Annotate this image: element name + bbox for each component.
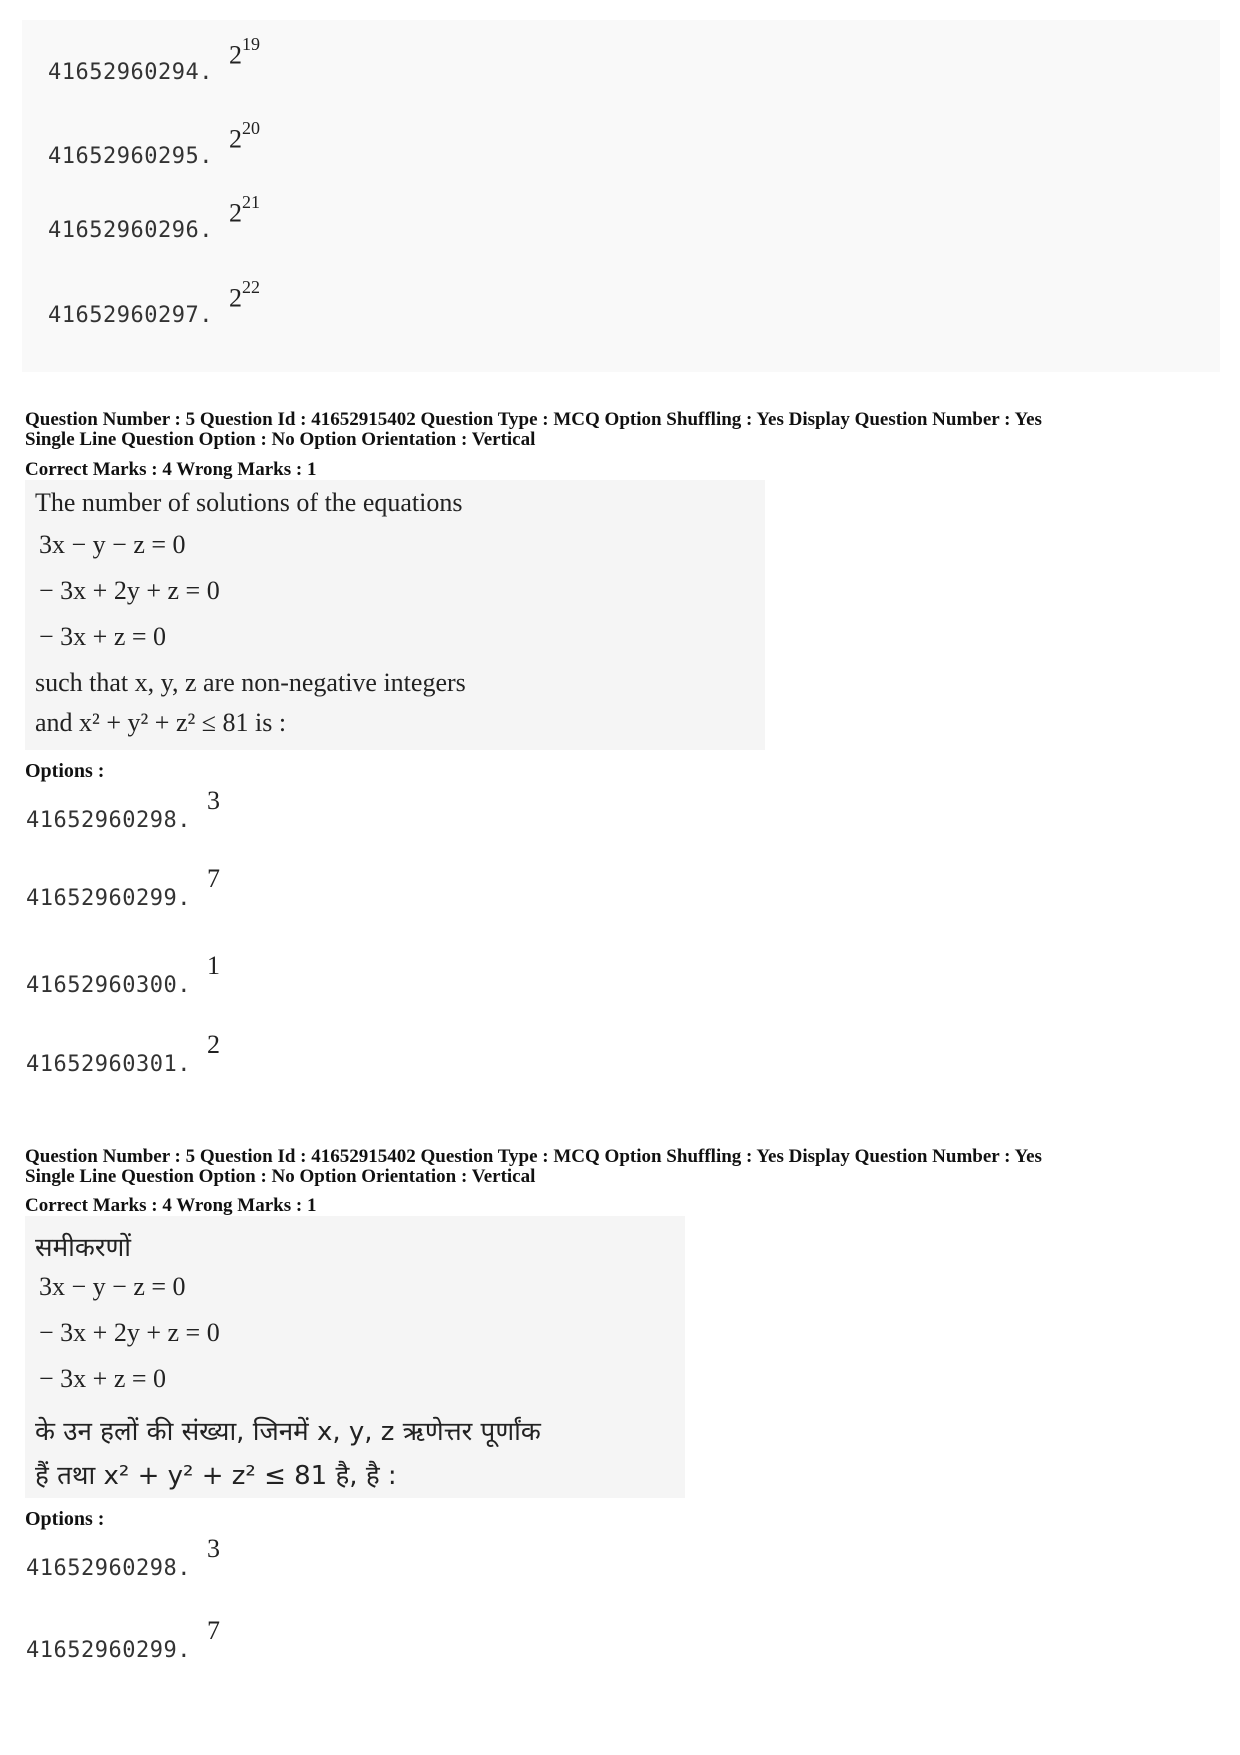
equation-2: − 3x + 2y + z = 0 [39, 1318, 220, 1347]
question-marks: Correct Marks : 4 Wrong Marks : 1 [25, 459, 317, 480]
option-value: $2^{21}$ [228, 192, 260, 228]
option-value: 3 [206, 1534, 220, 1563]
question-condition-1: such that x, y, z are non-negative integers [35, 668, 466, 697]
option-value: 7 [206, 1616, 220, 1645]
option-value: $2^{20}$ [228, 118, 260, 154]
option-item [48, 192, 260, 251]
option-value: 2 [206, 1030, 220, 1059]
question-image [25, 1216, 685, 1498]
question-condition-2: हैं तथा x² + y² + z² ≤ 81 है, है : [35, 1461, 397, 1491]
options-label: Options : [25, 760, 105, 782]
option-item [26, 1030, 220, 1082]
option-value: 3 [206, 786, 220, 815]
previous-options-block [22, 20, 1220, 372]
equation-3: − 3x + z = 0 [39, 1364, 167, 1393]
question-intro: समीकरणों [35, 1233, 131, 1263]
option-item [26, 864, 220, 916]
option-value: $2^{22}$ [228, 277, 260, 313]
option-item [48, 118, 260, 177]
option-id: 41652960298. [26, 1556, 191, 1581]
option-item [26, 1616, 220, 1668]
option-value: 1 [206, 951, 220, 980]
option-id: 41652960300. [26, 973, 191, 998]
option-value: 7 [206, 864, 220, 893]
option-item [26, 951, 220, 1003]
option-item [48, 277, 260, 336]
option-id: 41652960296. [48, 218, 213, 243]
option-id: 41652960299. [26, 1638, 191, 1663]
question-meta-line1: Question Number : 5 Question Id : 41652915402 Question Type : MCQ Option Shuffling : Yes Display Question Number : Yes [25, 1146, 1042, 1167]
option-item [26, 786, 220, 838]
question-condition-1: के उन हलों की संख्या, जिनमें x, y, z ऋणेत्तर पूर्णांक [35, 1417, 541, 1447]
question-image [25, 480, 765, 750]
option-id: 41652960295. [48, 144, 213, 169]
question-marks: Correct Marks : 4 Wrong Marks : 1 [25, 1195, 317, 1216]
equation-1: 3x − y − z = 0 [39, 530, 186, 559]
option-id: 41652960301. [26, 1052, 191, 1077]
option-value: $2^{19}$ [228, 34, 260, 70]
option-id: 41652960297. [48, 303, 213, 328]
question-meta-line1: Question Number : 5 Question Id : 41652915402 Question Type : MCQ Option Shuffling : Yes Display Question Number : Yes [25, 409, 1042, 430]
option-item [48, 34, 260, 93]
option-id: 41652960299. [26, 886, 191, 911]
option-item [26, 1534, 220, 1586]
question-meta-line2: Single Line Question Option : No Option Orientation : Vertical [25, 429, 536, 450]
question-intro: The number of solutions of the equations [35, 488, 463, 517]
option-id: 41652960294. [48, 60, 213, 85]
equation-3: − 3x + z = 0 [39, 622, 167, 651]
equation-2: − 3x + 2y + z = 0 [39, 576, 220, 605]
question-condition-2: and x² + y² + z² ≤ 81 is : [35, 708, 287, 737]
option-id: 41652960298. [26, 808, 191, 833]
options-label: Options : [25, 1508, 105, 1530]
question-meta-line2: Single Line Question Option : No Option Orientation : Vertical [25, 1166, 536, 1187]
equation-1: 3x − y − z = 0 [39, 1272, 186, 1301]
